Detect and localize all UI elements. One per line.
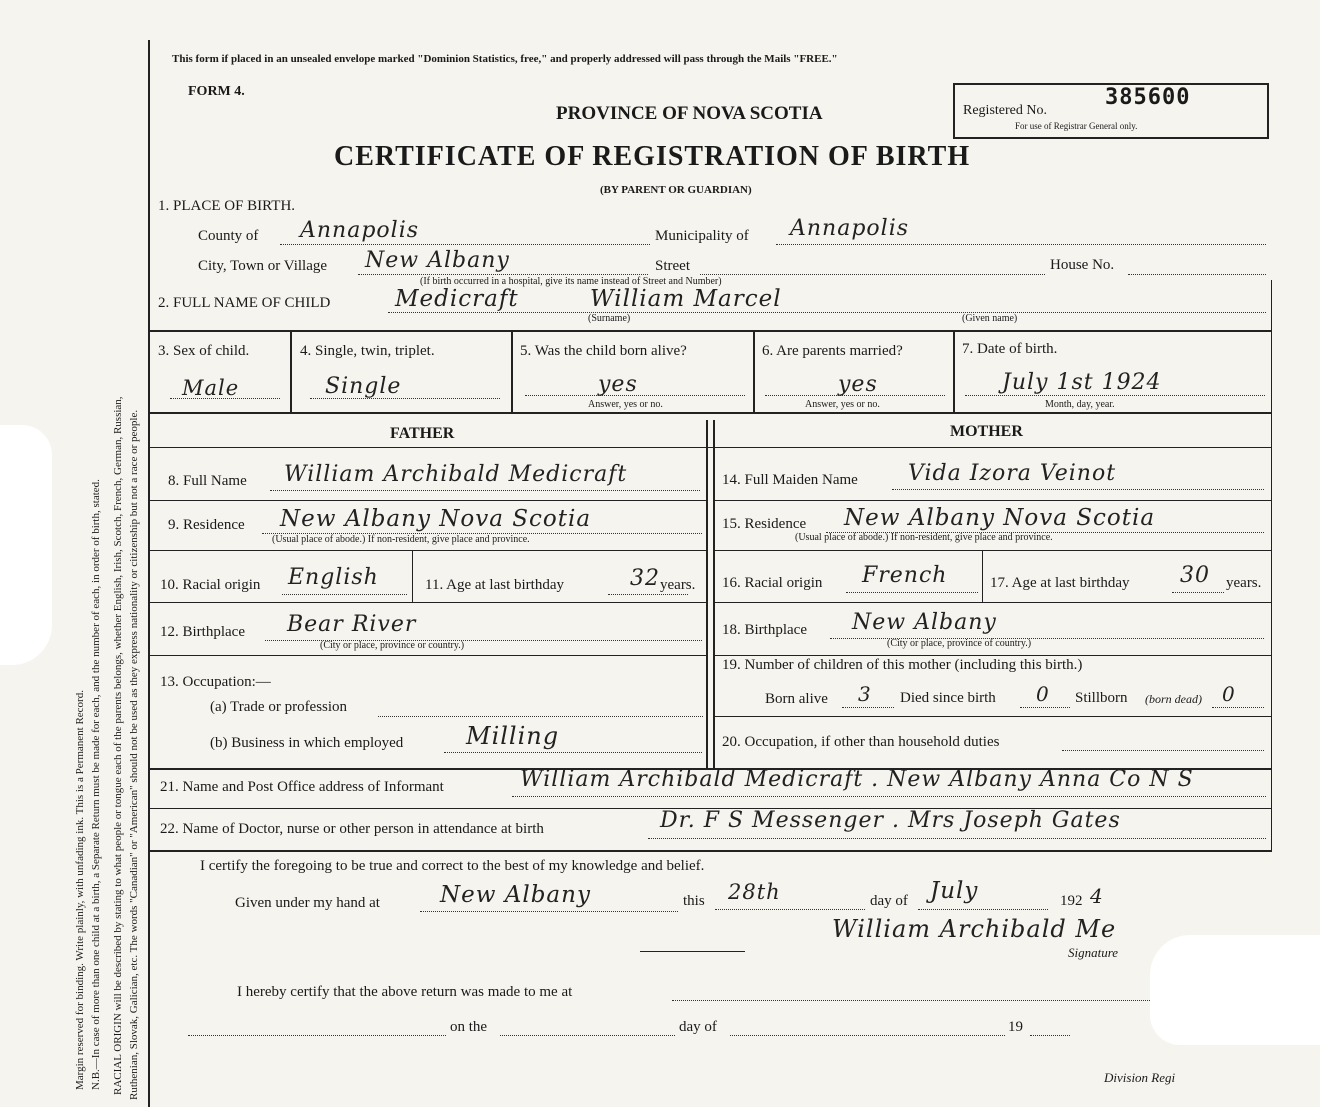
registrar-day-of-label: day of — [679, 1019, 717, 1035]
house-no-label: House No. — [1050, 257, 1115, 273]
margin-text-3: RACIAL ORIGIN will be described by stating to what people or tongue each of the parents belongs, whether English, Irish, Scotch, French, German, Russian, — [112, 396, 124, 1095]
father-birthplace: Bear River — [287, 612, 417, 637]
father-occupation-label: 13. Occupation:— — [160, 674, 271, 690]
registered-no: 385600 — [1105, 85, 1191, 110]
municipality-label: Municipality of — [655, 228, 749, 244]
father-years: years. — [660, 577, 696, 593]
sex-label: 3. Sex of child. — [158, 343, 250, 359]
mother-years: years. — [1226, 575, 1262, 591]
sex-value: Male — [182, 376, 240, 400]
mother-heading: MOTHER — [950, 423, 1023, 440]
certificate-title: CERTIFICATE OF REGISTRATION OF BIRTH — [334, 141, 971, 172]
married-note: Answer, yes or no. — [805, 399, 880, 410]
dob-label: 7. Date of birth. — [962, 341, 1058, 357]
stillborn-value: 0 — [1222, 682, 1236, 706]
children-count-label: 19. Number of children of this mother (including this birth.) — [722, 657, 1083, 673]
city-value: New Albany — [365, 248, 510, 273]
plurality-label: 4. Single, twin, triplet. — [300, 343, 435, 359]
father-racial: English — [288, 565, 379, 590]
registered-box — [953, 83, 1269, 139]
registrar-year-prefix: 19 — [1008, 1019, 1023, 1035]
father-birthplace-note: (City or place, province or country.) — [320, 640, 465, 651]
mother-residence-label: 15. Residence — [722, 516, 807, 532]
alive-note: Answer, yes or no. — [588, 399, 663, 410]
father-residence-note: (Usual place of abode.) If non-resident, give place and province. — [272, 534, 530, 545]
father-residence: New Albany Nova Scotia — [280, 506, 592, 532]
father-age-label: 11. Age at last birthday — [425, 577, 564, 593]
stillborn-note: (born dead) — [1145, 692, 1202, 706]
mother-birthplace-note: (City or place, province of country.) — [887, 638, 1032, 649]
father-trade-label: (a) Trade or profession — [210, 699, 348, 715]
mother-occupation-label: 20. Occupation, if other than household duties — [722, 734, 1000, 750]
father-age: 32 — [630, 566, 660, 591]
province-heading: PROVINCE OF NOVA SCOTIA — [556, 103, 823, 124]
father-residence-label: 9. Residence — [168, 517, 245, 533]
day-of-label: day of — [870, 893, 908, 909]
died-label: Died since birth — [900, 690, 996, 706]
father-business: Milling — [466, 722, 560, 750]
mother-residence-note: (Usual place of abode.) If non-resident, give place and province. — [795, 532, 1053, 543]
mother-racial: French — [862, 563, 948, 588]
married-label: 6. Are parents married? — [762, 343, 903, 359]
frame-right — [1271, 280, 1272, 850]
plurality-value: Single — [325, 374, 402, 399]
mother-age-label: 17. Age at last birthday — [990, 575, 1130, 591]
alive-label: 5. Was the child born alive? — [520, 343, 687, 359]
stillborn-label: Stillborn — [1075, 690, 1128, 706]
given-under-label: Given under my hand at — [235, 895, 380, 911]
signature: William Archibald Me — [832, 915, 1117, 943]
child-given-name: William Marcel — [590, 286, 782, 312]
alive-value: yes — [598, 372, 638, 397]
form-number: FORM 4. — [188, 84, 245, 99]
city-label: City, Town or Village — [198, 258, 328, 274]
married-value: yes — [838, 372, 878, 397]
year-suffix: 4 — [1090, 884, 1104, 908]
torn-edge-left — [0, 425, 52, 665]
father-business-label: (b) Business in which employed — [210, 735, 404, 751]
signature-label: Signature — [1068, 945, 1119, 960]
doctor-label: 22. Name of Doctor, nurse or other person in attendance at birth — [160, 821, 544, 837]
hospital-note: (If birth occurred in a hospital, give its name instead of Street and Number) — [420, 276, 722, 287]
street-label: Street — [655, 258, 690, 274]
municipality-value: Annapolis — [790, 216, 910, 241]
given-place: New Albany — [440, 882, 591, 908]
year-prefix: 192 — [1060, 893, 1083, 909]
division-registrar-label: Division Regi — [1104, 1070, 1176, 1085]
informant-label: 21. Name and Post Office address of Informant — [160, 779, 444, 795]
frame-left — [148, 40, 150, 1107]
place-of-birth-heading: 1. PLACE OF BIRTH. — [158, 198, 296, 214]
given-month: July — [930, 878, 979, 904]
margin-text-2: N.B.—In case of more than one child at a birth, a Separate Return must be made for each, and the number of each, in order of birth, stated. — [90, 479, 102, 1090]
registrar-statement: I hereby certify that the above return was made to me at — [237, 984, 573, 1000]
mother-name-label: 14. Full Maiden Name — [722, 472, 858, 488]
doctor-value: Dr. F S Messenger . Mrs Joseph Gates — [660, 808, 1121, 833]
child-name-label: 2. FULL NAME OF CHILD — [158, 295, 331, 311]
dob-note: Month, day, year. — [1045, 399, 1115, 410]
father-birthplace-label: 12. Birthplace — [160, 624, 245, 640]
child-surname: Medicraft — [395, 286, 519, 312]
county-value: Annapolis — [300, 218, 420, 243]
registrar-note: For use of Registrar General only. — [1015, 121, 1138, 131]
margin-text-4: Ruthenian, Slovak, Galician, etc. The words "Canadian" or "American" should not be used as they express nationality or citizenship but not a race or people. — [128, 409, 140, 1100]
mother-age: 30 — [1180, 563, 1210, 588]
this-label: this — [683, 893, 705, 909]
born-alive-value: 3 — [858, 682, 872, 706]
father-heading: FATHER — [390, 425, 455, 442]
on-the-label: on the — [450, 1019, 488, 1035]
mother-birthplace: New Albany — [852, 610, 997, 635]
county-label: County of — [198, 228, 259, 244]
given-day: 28th — [728, 880, 781, 904]
father-name-label: 8. Full Name — [168, 473, 247, 489]
margin-text-1: Margin reserved for binding. Write plainly, with unfading ink. This is a Permanent Record. — [74, 690, 86, 1090]
given-name-note: (Given name) — [962, 313, 1018, 324]
mother-birthplace-label: 18. Birthplace — [722, 622, 807, 638]
mother-residence: New Albany Nova Scotia — [844, 505, 1156, 531]
father-name: William Archibald Medicraft — [284, 462, 628, 487]
mail-notice: This form if placed in an unsealed envelope marked "Dominion Statistics, free," and properly addressed will pass through the Mails "FREE." — [172, 53, 838, 65]
born-alive-label: Born alive — [765, 691, 828, 707]
registered-no-label: Registered No. — [963, 103, 1047, 118]
died-value: 0 — [1036, 682, 1050, 706]
surname-note: (Surname) — [588, 313, 631, 324]
father-racial-label: 10. Racial origin — [160, 577, 261, 593]
informant-value: William Archibald Medicraft . New Albany Anna Co N S — [520, 767, 1194, 792]
certificate-subtitle: (BY PARENT OR GUARDIAN) — [600, 184, 752, 196]
mother-name: Vida Izora Veinot — [908, 461, 1117, 486]
torn-edge-right — [1150, 935, 1320, 1045]
dob-value: July 1st 1924 — [1002, 370, 1162, 395]
certify-statement: I certify the foregoing to be true and correct to the best of my knowledge and belief. — [200, 858, 705, 874]
mother-racial-label: 16. Racial origin — [722, 575, 823, 591]
